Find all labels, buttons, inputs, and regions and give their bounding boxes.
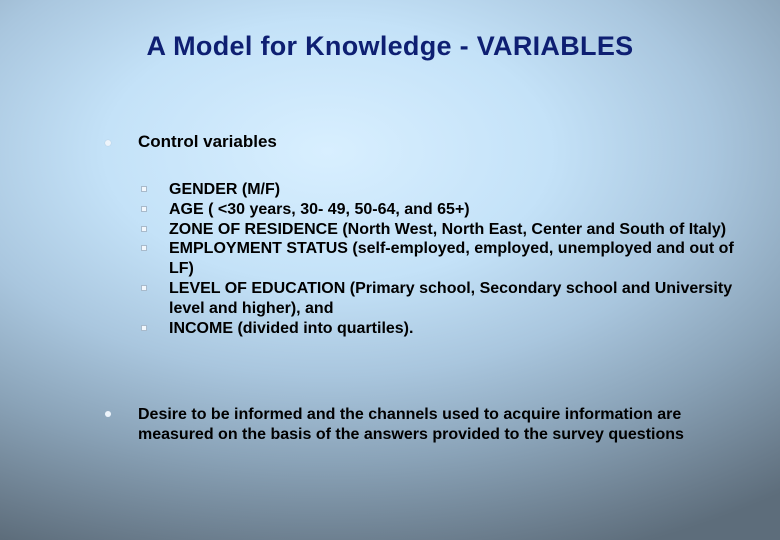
round-bullet-icon [102,408,114,420]
list-item-text: EMPLOYMENT STATUS (self-employed, employed, unemployed and out of LF) [169,240,734,278]
square-bullet-icon [141,245,147,251]
list-item-text: INCOME (divided into quartiles). [169,319,414,337]
slide-title: A Model for Knowledge - VARIABLES [146,31,634,61]
control-variables-heading: Control variables [138,132,277,151]
list-item [140,279,740,319]
square-bullet-icon [141,325,147,331]
square-bullet-icon [141,206,147,212]
list-item [140,239,740,279]
list-item-text: GENDER (M/F) [169,181,281,198]
list-item-text: LEVEL OF EDUCATION (Primary school, Secondary school and University level and higher), and [169,279,733,317]
control-variables-list [140,180,740,338]
square-bullet-icon [141,226,147,232]
list-item [140,319,740,339]
list-item [140,200,740,220]
list-item [140,180,740,200]
round-bullet-icon [102,137,114,149]
list-item-text: ZONE OF RESIDENCE (North West, North East, Center and South of Italy) [169,220,727,238]
list-item-text: AGE ( <30 years, 30- 49, 50-64, and 65+) [169,200,470,218]
survey-paragraph: Desire to be informed and the channels used to acquire information are measured on the basis of the answers provided to the survey questions [138,406,684,443]
square-bullet-icon [141,186,147,192]
square-bullet-icon [141,285,147,291]
list-item [140,220,740,240]
